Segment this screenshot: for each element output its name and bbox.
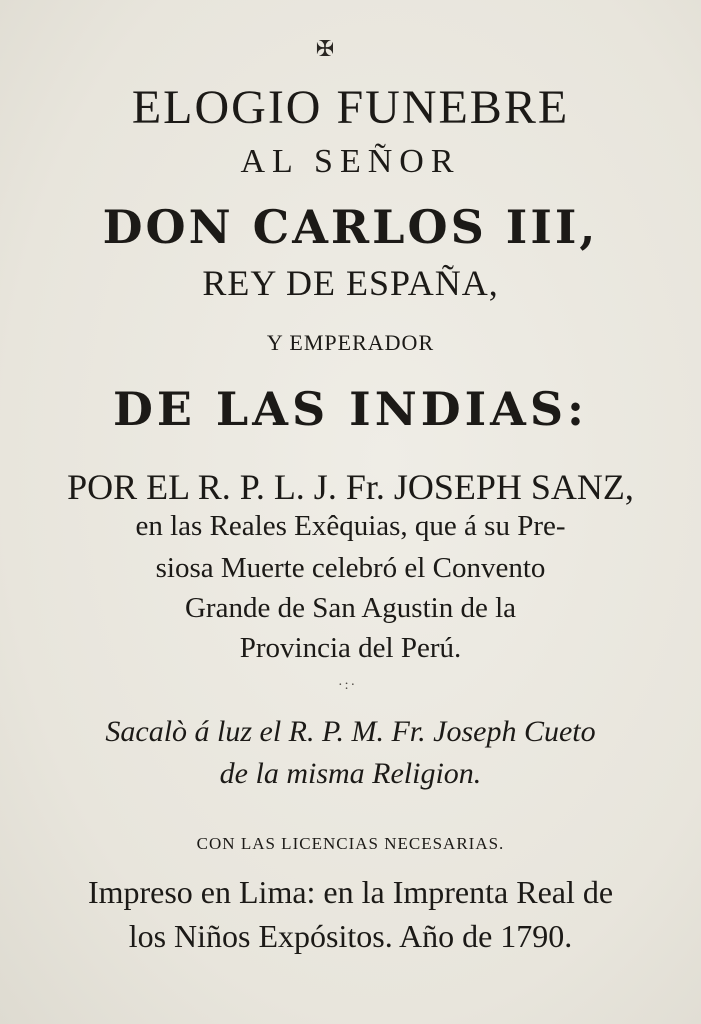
title-line-5: Y EMPERADOR [266, 330, 435, 355]
title-line-1: ELOGIO FUNEBRE [131, 81, 570, 134]
author-line-1: POR EL R. P. L. J. Fr. JOSEPH SANZ, [67, 467, 634, 507]
editor-line-2: de la misma Religion. [219, 757, 482, 790]
title-line-2: AL SEÑOR [240, 143, 461, 180]
imprint-line-1: Impreso en Lima: en la Imprenta Real de [87, 874, 614, 910]
title-line-4: REY DE ESPAÑA, [202, 263, 499, 303]
printer-dots-ornament: ·:· [338, 678, 358, 693]
title-line-3: DON CARLOS III, [102, 200, 599, 254]
title-line-6: DE LAS INDIAS: [112, 382, 589, 436]
author-line-3: siosa Muerte celebró el Convento [155, 552, 546, 584]
cross-ornament-icon: ✠ [315, 36, 335, 61]
author-line-4: Grande de San Agustin de la [184, 592, 516, 624]
author-line-2: en las Reales Exêquias, que á su Pre- [135, 510, 566, 542]
editor-line-1: Sacalò á luz el R. P. M. Fr. Joseph Cueto [105, 715, 596, 748]
licenses-line: CON LAS LICENCIAS NECESARIAS. [196, 834, 505, 853]
author-line-5: Provincia del Perú. [239, 632, 462, 664]
imprint-line-2: los Niños Expósitos. Año de 1790. [128, 918, 573, 954]
